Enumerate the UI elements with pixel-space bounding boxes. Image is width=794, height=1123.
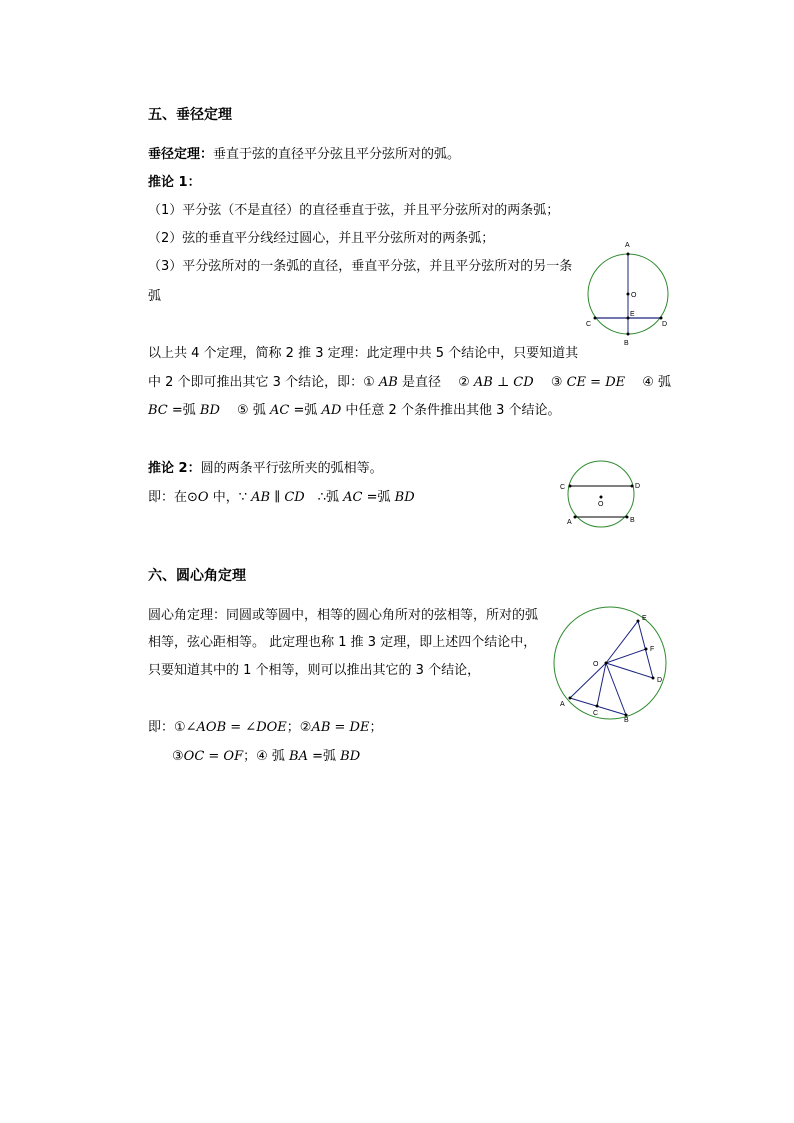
math: AC — [343, 490, 363, 505]
perpendicular-diameter-figure — [580, 238, 680, 350]
math: AC — [269, 403, 290, 418]
label-a: A — [567, 519, 572, 526]
text: 中 2 个即可推出其它 3 个结论，即：① — [148, 375, 379, 390]
text: =弧 — [307, 749, 341, 764]
central-angle-line-3: 只要知道其中的 1 个相等，则可以推出其它的 3 个结论， — [148, 663, 481, 678]
label-b: B — [624, 717, 629, 724]
corollary-2-text: 圆的两条平行弦所夹的弧相等。 — [200, 461, 383, 476]
central-angle-formula-1 — [148, 719, 382, 737]
point-c — [596, 705, 599, 708]
math: BC — [148, 403, 168, 418]
radius-ob — [606, 663, 626, 715]
radius-oe — [606, 621, 638, 663]
label-a: A — [560, 701, 565, 708]
math: AB = DE — [311, 720, 370, 735]
point-c — [594, 317, 597, 320]
corollary-1-item-2: （2）弦的垂直平分线经过圆心，并且平分弦所对的两条弧； — [148, 231, 495, 246]
corollary-1-item-1: （1）平分弦（不是直径）的直径垂直于弦，并且平分弦所对的两条弧； — [148, 203, 560, 218]
text: ③ — [172, 749, 184, 764]
text: ；④ 弧 — [243, 749, 290, 764]
label-o: O — [598, 501, 604, 508]
corollary-1-item-3-end: 弧 — [148, 289, 162, 304]
text: ④ 弧 — [625, 375, 672, 390]
summary-line-3 — [148, 402, 561, 420]
label-c: C — [593, 710, 599, 717]
central-angle-line-1: 圆心角定理：同圆或等圆中，相等的圆心角所对的弦相等，所对的弧 — [148, 608, 539, 623]
math: BD — [394, 490, 415, 505]
text: ；② — [286, 720, 312, 735]
math: OC = OF — [183, 749, 244, 764]
theorem-definition — [148, 146, 460, 164]
math: AD — [321, 403, 342, 418]
corollary-2-label: 推论 2： — [148, 461, 201, 476]
label-e: E — [642, 615, 647, 622]
label-a: A — [625, 242, 630, 249]
point-d — [631, 485, 634, 488]
point-b — [626, 516, 629, 519]
math: ∠AOB = ∠DOE — [185, 720, 287, 735]
point-e — [637, 620, 640, 623]
corollary-2 — [148, 460, 383, 478]
label-b: B — [624, 340, 629, 347]
label-e: E — [630, 311, 635, 318]
text: 即：在⊙ — [148, 490, 198, 505]
theorem-text: 垂直于弦的直径平分弦且平分弦所对的弧。 — [213, 147, 461, 162]
central-angle-figure — [550, 605, 675, 725]
summary-line-1: 以上共 4 个定理，简称 2 推 3 定理：此定理中共 5 个结论中，只要知道其 — [148, 346, 579, 361]
text: ∴弧 — [304, 490, 344, 505]
label-d: D — [635, 483, 641, 490]
point-d — [660, 317, 663, 320]
text: 是直径 ② — [397, 375, 474, 390]
label-o: O — [593, 661, 599, 668]
corollary-1-item-3: （3）平分弦所对的一条弧的直径，垂直平分弦，并且平分弦所对的另一条 — [148, 259, 573, 274]
parallel-chords-figure — [560, 460, 650, 535]
text: 中任意 2 个条件推出其他 3 个结论。 — [341, 403, 561, 418]
radius-od — [606, 663, 653, 678]
theorem-label: 垂径定理： — [148, 147, 214, 162]
point-o — [600, 496, 603, 499]
point-d — [652, 677, 655, 680]
summary-line-2 — [148, 374, 671, 392]
section-5-title: 五、垂径定理 — [148, 107, 232, 123]
point-c — [569, 485, 572, 488]
segment-of — [606, 649, 646, 663]
point-b — [627, 333, 630, 336]
math: BA — [289, 749, 308, 764]
point-a — [627, 253, 630, 256]
point-f — [645, 648, 648, 651]
text: ⑤ 弧 — [219, 403, 270, 418]
corollary-2-formula — [148, 489, 415, 507]
text: 中，∵ — [208, 490, 252, 505]
corollary-1-label: 推论 1： — [148, 175, 201, 190]
point-a — [574, 516, 577, 519]
label-o: O — [631, 292, 637, 299]
segment-oc — [597, 663, 606, 706]
math: AB ∥ CD — [251, 490, 305, 505]
text: 即：① — [148, 720, 186, 735]
math: BD — [340, 749, 361, 764]
label-f: F — [650, 646, 655, 653]
radius-oa — [570, 663, 606, 698]
math: AB — [378, 375, 398, 390]
math: AB ⊥ CD — [473, 375, 534, 390]
label-c: C — [560, 484, 566, 491]
point-a — [569, 697, 572, 700]
math: CE = DE — [566, 375, 626, 390]
central-angle-line-2: 相等，弦心距相等。 此定理也称 1 推 3 定理，即上述四个结论中， — [148, 635, 537, 650]
label-d: D — [657, 677, 663, 684]
text: =弧 — [289, 403, 322, 418]
label-b: B — [630, 517, 635, 524]
math: BD — [199, 403, 220, 418]
math: O — [197, 490, 209, 505]
text: ； — [369, 720, 383, 735]
label-d: D — [662, 321, 668, 328]
section-6-title: 六、圆心角定理 — [148, 568, 246, 584]
label-c: C — [586, 321, 592, 328]
central-angle-formula-2 — [172, 748, 360, 766]
text: =弧 — [362, 490, 395, 505]
text: =弧 — [167, 403, 200, 418]
point-o — [605, 662, 608, 665]
point-o — [627, 293, 630, 296]
text: ③ — [533, 375, 567, 390]
